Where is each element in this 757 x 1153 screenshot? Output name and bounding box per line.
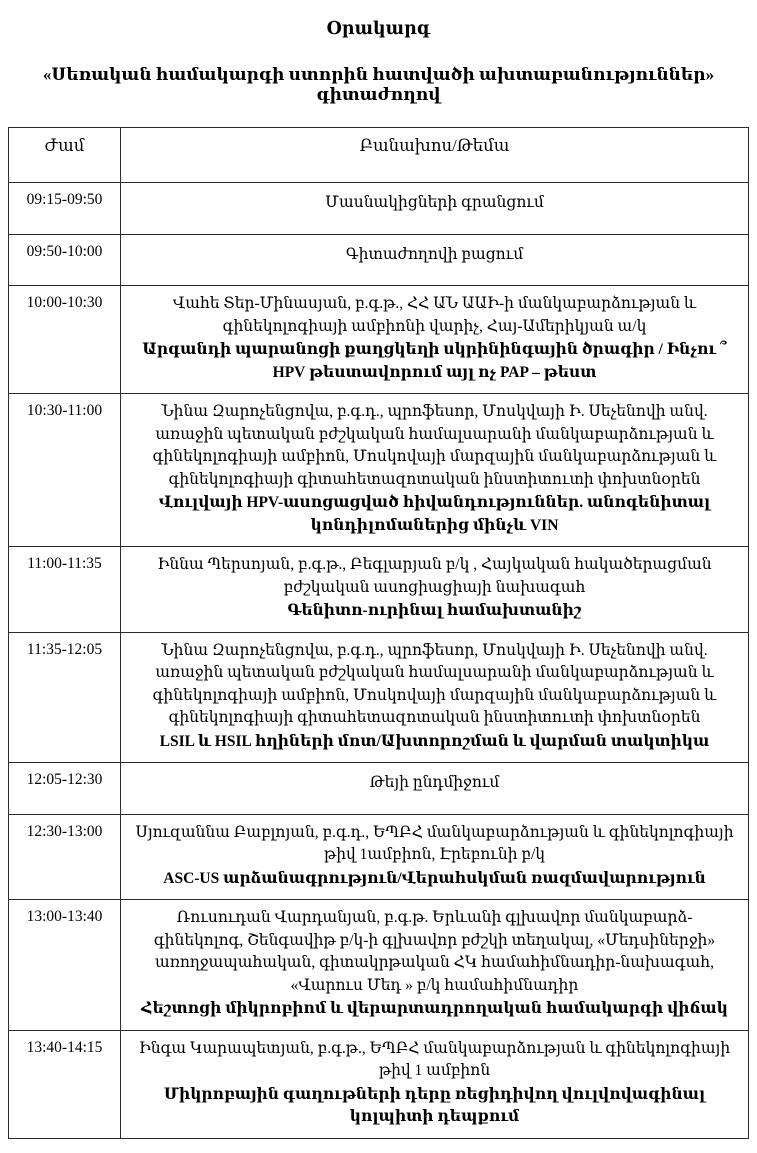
- column-header-time: Ժամ: [9, 128, 121, 183]
- table-row: [9, 234, 749, 286]
- time-cell: 09:50-10:00: [9, 234, 121, 286]
- speaker-text: Գիտաժողովի բացում: [345, 245, 524, 263]
- topic-text: ASC-US արձանագրություն/Վերահսկման ռազմավարություն: [163, 869, 706, 887]
- speaker-text: Սյուզաննա Բաբլոյան, բ.գ.դ., ԵՊԲՀ մանկաբարձության և գինեկոլոգիայի թիվ 1ամբիոն, Էրեբունի բ/կ: [135, 823, 734, 863]
- content-cell: [121, 234, 749, 286]
- table-row: [9, 183, 749, 235]
- table-row: [9, 1030, 749, 1138]
- column-header-topic: Բանախոս/Թեմա: [121, 128, 749, 183]
- content-cell: [121, 183, 749, 235]
- table-row: [9, 547, 749, 633]
- time-cell: 13:40-14:15: [9, 1030, 121, 1138]
- agenda-table: [8, 127, 749, 1139]
- speaker-text: Իննա Պերսոյան, բ.գ.թ., Բեգլարյան բ/կ , Հայկական հակածերացման բժշկական ասոցիացիայի նախագահ: [157, 556, 712, 596]
- content-cell: [121, 394, 749, 547]
- time-cell: 12:05-12:30: [9, 763, 121, 815]
- topic-text: Գենիտո-ուրինալ համախտանիշ: [287, 602, 582, 619]
- topic-text: Վուլվայի HPV-ասոցացված հիվանդություններ. անոգենիտալ կոնդիլոմաներից մինչև VIN: [158, 494, 711, 534]
- content-cell: [121, 547, 749, 633]
- content-cell: [121, 632, 749, 763]
- time-cell: 11:00-11:35: [9, 547, 121, 633]
- speaker-text: Թեյի ընդմիջում: [369, 774, 500, 791]
- table-row: [9, 900, 749, 1031]
- time-cell: 13:00-13:40: [9, 900, 121, 1031]
- topic-text: Միկրոբային գաղութների դերը ռեցիդիվող վուլվովագինալ կոլպիտի դեպքում: [163, 1085, 706, 1125]
- table-row: [9, 394, 749, 547]
- table-row: [9, 814, 749, 900]
- speaker-text: Ռուսուդան Վարդանյան, բ.գ.թ. Երևանի գլխավոր մանկաբարձ-գինեկոլոգ, Շենգավիթ բ/կ-ի գլխավոր բժշկի տեղակալ, «Մեդսիներջի» առողջապահական, գիտակրթական ՀԿ համահիմնադիր-նախագահ, «Վարուս Մեդ » բ/կ համահիմնադիր: [153, 909, 716, 994]
- table-row: [9, 632, 749, 763]
- topic-text: Հեշտոցի միկրոբիոմ և վերարտադրողական համակարգի վիճակ: [141, 1000, 728, 1017]
- time-cell: 11:35-12:05: [9, 632, 121, 763]
- agenda-rows: [9, 183, 749, 1139]
- time-cell: 12:30-13:00: [9, 814, 121, 900]
- table-row: [9, 763, 749, 815]
- speaker-text: Մասնակիցների գրանցում: [325, 194, 544, 211]
- content-cell: [121, 900, 749, 1031]
- content-cell: [121, 1030, 749, 1138]
- content-cell: [121, 763, 749, 815]
- content-cell: [121, 286, 749, 394]
- topic-text: Արգանդի պարանոցի քաղցկեղի սկրինինգային ծրագիր / Ինչու ՞ HPV թեստավորում այլ ոչ PAP – թեստ: [142, 341, 727, 381]
- topic-text: LSIL և HSIL հղիների մոտ/Ախտորոշման և վարման տակտիկա: [159, 732, 710, 750]
- time-cell: 10:00-10:30: [9, 286, 121, 394]
- time-cell: 09:15-09:50: [9, 183, 121, 235]
- document-title: Օրակարգ: [326, 18, 431, 38]
- content-cell: [121, 814, 749, 900]
- document-subtitle: «Սեռական համակարգի ստորին հատվածի ախտաբանություններ» գիտաժողով: [42, 65, 715, 104]
- speaker-text: Ինգա Կարապետյան, բ.գ.թ., ԵՊԲՀ մանկաբարձության և գինեկոլոգիայի թիվ 1 ամբիոն: [138, 1039, 731, 1079]
- table-row: [9, 286, 749, 394]
- speaker-text: Վահե Տեր-Մինասյան, բ.գ.թ., ՀՀ ԱՆ ԱԱԻ-ի մանկաբարձության և գինեկոլոգիայի ամբիոնի վարիչ, Հայ-Ամերիկյան ա/կ: [172, 295, 697, 335]
- agenda-table-head: [9, 128, 749, 183]
- header-row: [9, 128, 749, 183]
- time-cell: 10:30-11:00: [9, 394, 121, 547]
- speaker-text: Նինա Զարոչենցովա, բ.գ.դ., պրոֆեսոր, Մոսկվայի Ի. Սեչենովի անվ. առաջին պետական բժշկական համալսարանի մանկաբարձության և գինեկոլոգիայի ամբիոն, Մոսկովայի մարզային մանկաբարձության և գինեկոլոգիայի գիտահետազոտական ինստիտուտի փոխտնօրեն: [152, 641, 717, 726]
- speaker-text: Նինա Զարոչենցովա, բ.գ.դ., պրոֆեսոր, Մոսկվայի Ի. Սեչենովի անվ. առաջին պետական բժշկական համալսարանի մանկաբարձության և գինեկոլոգիայի ամբիոն, Մոսկովայի մարզային մանկաբարձության և գինեկոլոգիայի գիտահետազոտական ինստիտուտի փոխտնօրեն: [152, 403, 717, 488]
